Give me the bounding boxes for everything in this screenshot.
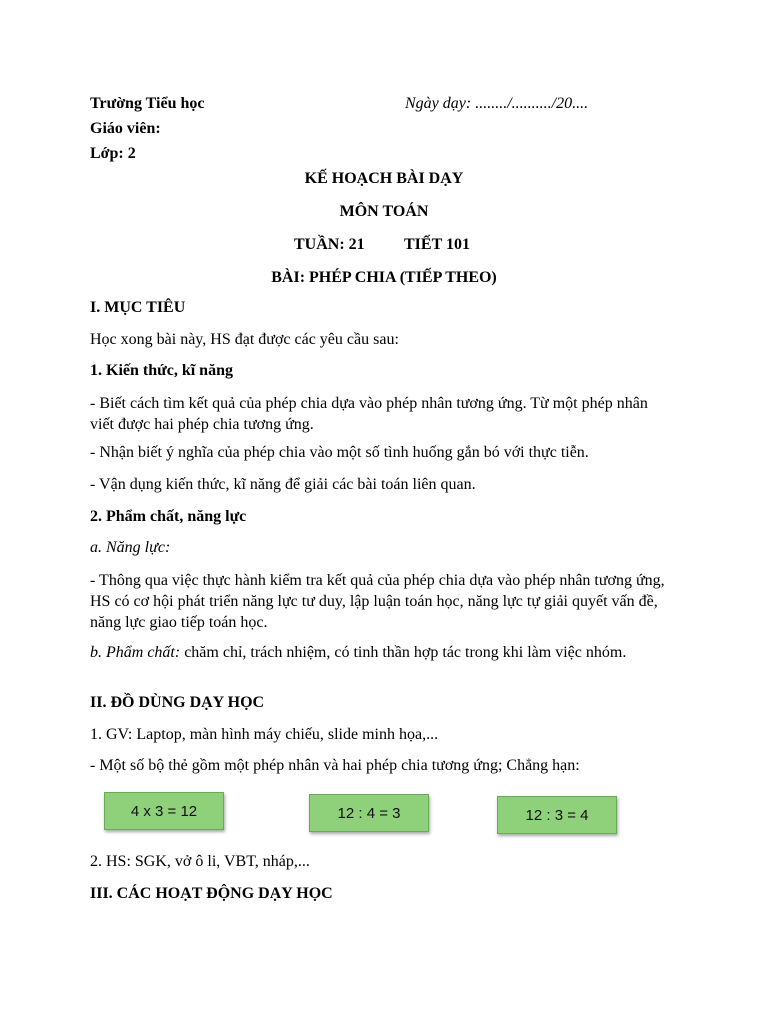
section-2-heading: II. ĐỒ DÙNG DẠY HỌC	[90, 694, 265, 711]
teacher-materials: 1. GV: Laptop, màn hình máy chiếu, slide minh họa,...	[90, 726, 439, 743]
school-name: Trường Tiểu học	[90, 95, 205, 112]
cards-intro: - Một số bộ thẻ gồm một phép nhân và hai phép chia tương ứng; Chẳng hạn:	[90, 757, 580, 774]
grade-label: Lớp: 2	[90, 145, 136, 162]
knowledge-skills-heading: 1. Kiến thức, kĩ năng	[90, 362, 233, 379]
card-division-1: 12 : 4 = 3	[309, 794, 429, 832]
bullet-1: - Biết cách tìm kết quả của phép chia dựa vào phép nhân tương ứng. Từ một phép nhân viết được hai phép chia tương ứng.	[90, 395, 648, 433]
card-multiplication: 4 x 3 = 12	[104, 792, 224, 830]
qualities-label: b. Phẩm chất:	[90, 644, 181, 661]
qualities-text: chăm chỉ, trách nhiệm, có tinh thần hợp tác trong khi làm việc nhóm.	[180, 644, 627, 661]
subject-title: MÔN TOÁN	[339, 203, 429, 220]
student-materials: 2. HS: SGK, vở ô li, VBT, nháp,...	[90, 853, 310, 870]
period-label: TIẾT 101	[404, 236, 470, 253]
competence-label: a. Năng lực:	[90, 539, 171, 556]
section-1-intro: Học xong bài này, HS đạt được các yêu cầu sau:	[90, 331, 399, 348]
teaching-date: Ngày dạy: ......../........../20....	[405, 95, 589, 112]
lesson-title: BÀI: PHÉP CHIA (TIẾP THEO)	[271, 269, 497, 286]
section-1-heading: I. MỤC TIÊU	[90, 299, 186, 316]
teacher-label: Giáo viên:	[90, 120, 161, 137]
bullet-2: - Nhận biết ý nghĩa của phép chia vào một số tình huống gắn bó với thực tiễn.	[90, 444, 589, 461]
competence-text: - Thông qua việc thực hành kiểm tra kết quả của phép chia dựa vào phép nhân tương ứng, HS có cơ hội phát triển năng lực tư duy, lập luận toán học, năng lực tự giải quyết vấn đề, năng lực giao tiếp toán học.	[90, 572, 665, 631]
bullet-3: - Vận dụng kiến thức, kĩ năng để giải các bài toán liên quan.	[90, 476, 476, 493]
qualities-paragraph	[90, 642, 670, 663]
section-3-heading: III. CÁC HOẠT ĐỘNG DẠY HỌC	[90, 885, 333, 902]
week-label: TUẦN: 21	[294, 236, 365, 253]
qualities-heading: 2. Phẩm chất, năng lực	[90, 508, 247, 525]
card-division-2: 12 : 3 = 4	[497, 796, 617, 834]
plan-title: KẾ HOẠCH BÀI DẠY	[304, 170, 464, 187]
